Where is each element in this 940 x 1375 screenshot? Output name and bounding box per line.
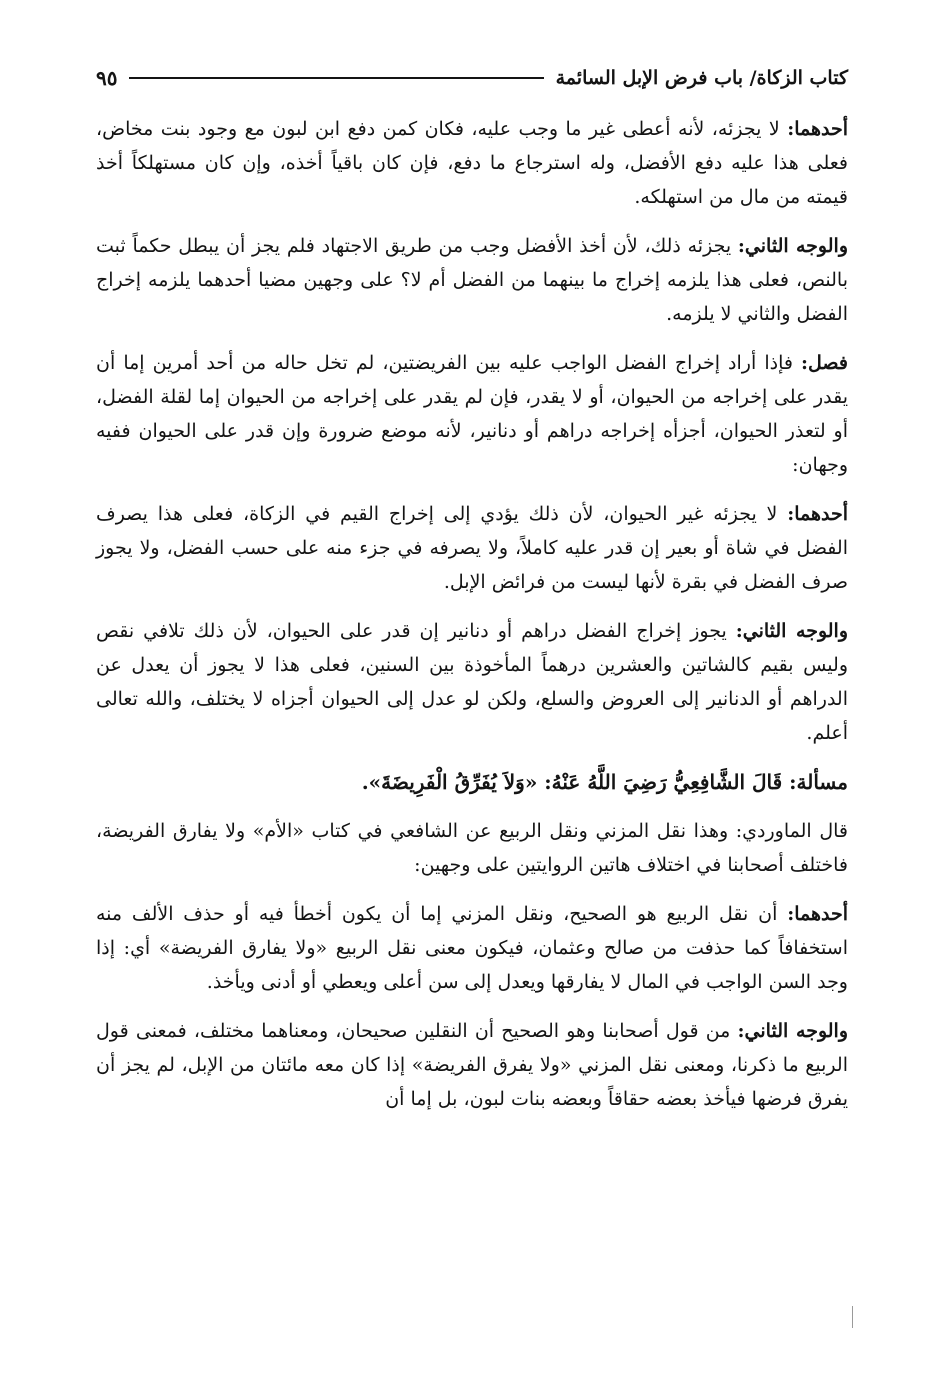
paragraph-text: يجزئه ذلك، لأن أخذ الأفضل وجب من طريق الاجتهاد فلم يجز أن يبطل حكماً ثبت بالنص، فعلى هذا يلزمه إخراج ما بينهما من الفضل أم لا؟ على وجهين مضيا أحدهما يلزمه إخراج الفضل والثاني لا يلزمه. [96, 235, 848, 325]
paragraph-lead: والوجه الثاني: [737, 1020, 848, 1042]
paragraph-text: من قول أصحابنا وهو الصحيح أن النقلين صحيحان، ومعناهما مختلف، فمعنى قول الربيع ما ذكرنا، ومعنى نقل المزني «ولا يفرق الفريضة» إذا كان معه مائتان من الإبل، لم يجز أن يفرق فرضها فيأخذ بعضه حقاقاً وبعضه بنات لبون، بل إما أن [96, 1020, 848, 1110]
paragraph-lead: أحدهما: [787, 118, 848, 140]
paragraph-text: قال الماوردي: وهذا نقل المزني ونقل الربيع عن الشافعي في كتاب «الأم» ولا يفارق الفريضة، فاختلف أصحابنا في اختلاف هاتين الروايتين على وجهين: [96, 820, 848, 876]
paragraph-text: لا يجزئه، لأنه أعطى غير ما وجب عليه، فكان كمن دفع ابن لبون مع وجود بنت مخاض، فعلى هذا عليه دفع الأفضل، وله استرجاع ما دفع، فإن كان باقياً أخذه، وإن كان مستهلكاً أخذ قيمته من مال من استهلكه. [96, 118, 848, 208]
paragraph-text: فإذا أراد إخراج الفضل الواجب عليه بين الفريضتين، لم تخل حاله من أحد أمرين إما أن يقدر على إخراجه من الحيوان، أو لا يقدر، فإن لم يقدر على إخراجه من الحيوان إما لقلة الفضل، أو لتعذر الحيوان، أجزأه إخراجه دراهم أو دنانير، لأنه موضع ضرورة وإن قدر على الحيوان ففيه وجهان: [96, 352, 848, 476]
book-page [96, 58, 848, 1131]
masala-heading [96, 765, 848, 799]
paragraph-6 [96, 814, 848, 882]
paragraph-lead: أحدهما: [787, 503, 848, 525]
paragraph-lead: أحدهما: [787, 903, 848, 925]
paragraph-text: يجوز إخراج الفضل دراهم أو دنانير إن قدر على الحيوان، لأن ذلك تلافي نقص وليس بقيم كالشاتين والعشرين درهماً المأخوذة بين السنين، فعلى هذا لا يجوز أن يعدل عن الدراهم أو الدنانير إلى العروض والسلع، ولكن لو عدل إلى الحيوان أجزاه لا يختلف، والله تعالى أعلم. [96, 620, 848, 744]
paragraph-lead: والوجه الثاني: [735, 620, 848, 642]
margin-mark [852, 1306, 853, 1328]
paragraph-3 [96, 346, 848, 482]
paragraph-7 [96, 897, 848, 999]
paragraph-5 [96, 614, 848, 750]
paragraph-1 [96, 112, 848, 214]
paragraph-lead: مسألة: [789, 770, 848, 794]
paragraph-2 [96, 229, 848, 331]
header-rule [129, 77, 543, 79]
paragraph-8 [96, 1014, 848, 1116]
paragraph-4 [96, 497, 848, 599]
page-header [96, 58, 848, 98]
page-number: ٩٥ [96, 66, 118, 90]
running-title: كتاب الزكاة/ باب فرض الإبل السائمة [555, 67, 848, 89]
paragraph-lead: فصل: [801, 352, 848, 374]
paragraph-lead: والوجه الثاني: [737, 235, 848, 257]
paragraph-text: لا يجزئه غير الحيوان، لأن ذلك يؤدي إلى إخراج القيم في الزكاة، فعلى هذا يصرف الفضل في شاة أو بعير إن قدر عليه كاملاً، ولا يصرفه في جزء منه على حسب الفضل، ولا يجوز صرف الفضل في بقرة لأنها ليست من فرائض الإبل. [96, 503, 848, 593]
page-body [96, 112, 848, 1116]
shafii-quote: قَالَ الشَّافِعِيُّ رَضِيَ اللَّهُ عَنْهُ: «وَلاَ يُفَرِّقُ الْفَرِيضَةَ». [361, 770, 790, 794]
paragraph-text: أن نقل الربيع هو الصحيح، ونقل المزني إما أن يكون أخطأ فيه أو حذف الألف منه استخفافاً كما حذفت من صالح وعثمان، فيكون معنى نقل الربيع «ولا يفارق الفريضة» أي: إذا وجد السن الواجب في المال لا يفارقها ويعدل إلى سن أعلى ويعطي أو أدنى ويأخذ. [96, 903, 848, 993]
